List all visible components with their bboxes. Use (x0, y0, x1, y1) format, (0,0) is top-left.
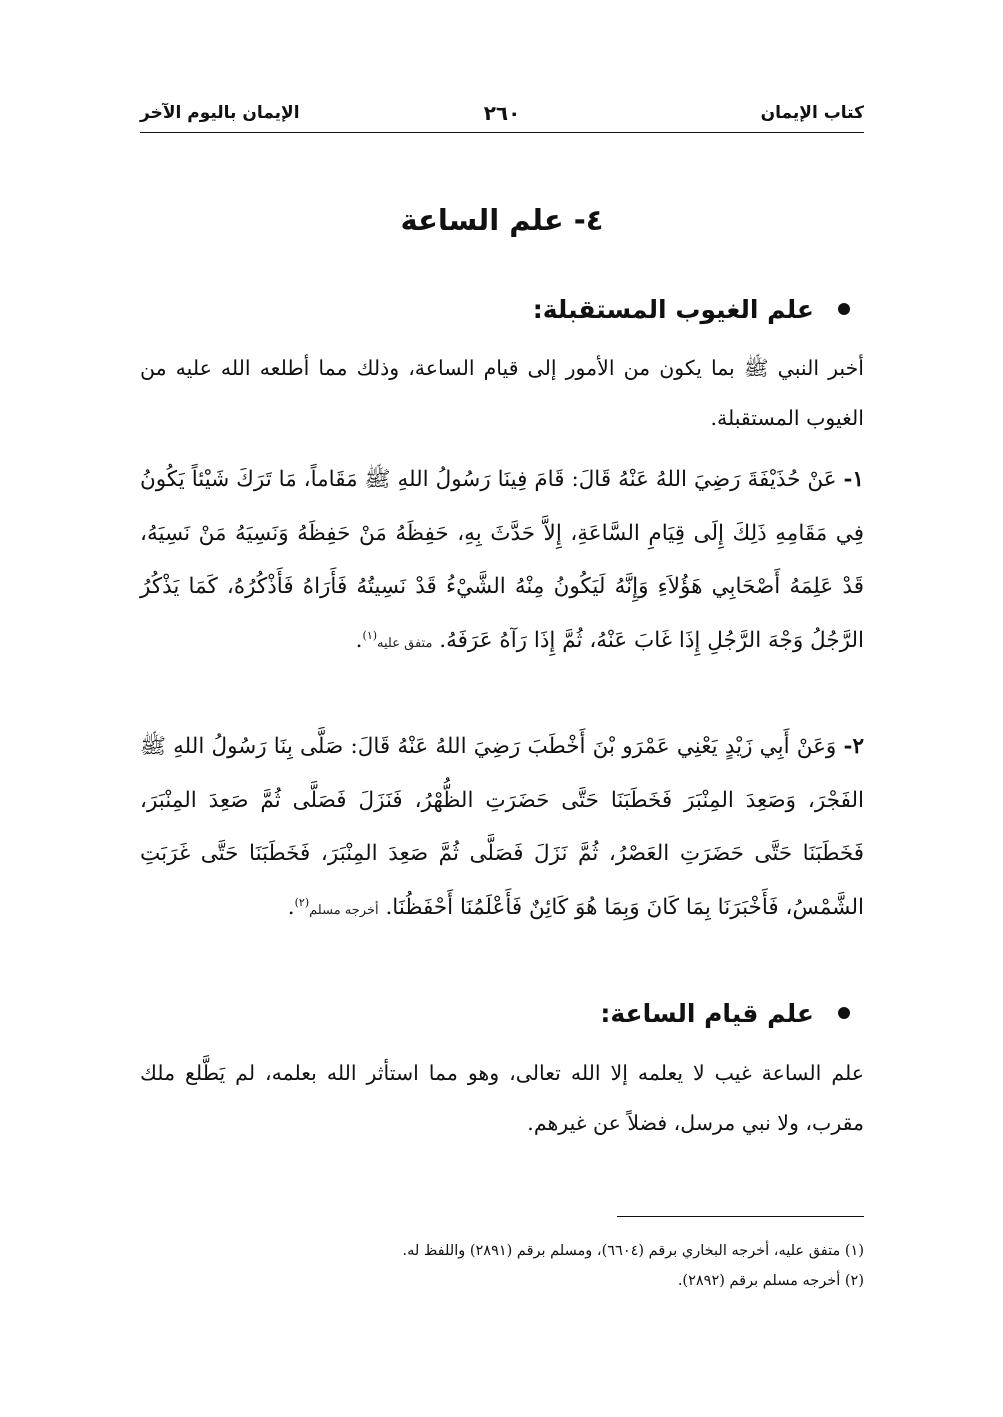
paragraph-future-unseen: أخبر النبي ﷺ بما يكون من الأمور إلى قيام الساعة، وذلك مما أطلعه الله عليه من الغيوب المستقبلة. (140, 356, 864, 430)
subheading-hour-knowledge (140, 994, 864, 1034)
bullet-icon (838, 303, 850, 315)
footnote-2: (٢) أخرجه مسلم برقم (٢٨٩٢). (677, 1273, 864, 1289)
bullet-icon (838, 1007, 850, 1019)
footnote-divider (617, 1216, 864, 1217)
section-title: ٤- علم الساعة (400, 203, 604, 237)
hadith-source: متفق عليه (377, 635, 433, 651)
hadith-text: عَنْ حُذَيْفَةَ رَضِيَ اللهُ عَنْهُ قَالَ: قَامَ فِينَا رَسُولُ اللهِ ﷺ مَقَاماً، مَا تَرَكَ شَيْئاً يَكُونُ فِي مَقَامِهِ ذَلِكَ إِلَى قِيَامِ السَّاعَةِ، إِلاَّ حَدَّثَ بِهِ، حَفِظَهُ مَنْ حَفِظَهُ وَنَسِيَهُ مَنْ نَسِيَهُ، قَدْ عَلِمَهُ أَصْحَابِي هَؤُلاَءِ وَإِنَّهُ لَيَكُونُ مِنْهُ الشَّيْءُ قَدْ نَسِيتُهُ فَأَرَاهُ فَأَذْكُرُهُ، كَمَا يَذْكُرُ الرَّجُلُ وَجْهَ الرَّجُلِ إِذَا غَابَ عَنْهُ، ثُمَّ إِذَا رَآهُ عَرَفَهُ. (140, 467, 864, 653)
page-number: ٢٦٠ (483, 101, 521, 125)
subheading-text: علم قيام الساعة: (600, 999, 814, 1028)
hadith-number: ١- (843, 467, 864, 492)
hadith-source: أخرجه مسلم (309, 902, 379, 918)
header-book-title: كتاب الإيمان (760, 103, 864, 123)
footnotes (140, 1236, 864, 1296)
hadith-number: ٢- (843, 734, 864, 759)
footnote-ref: (٢) (294, 895, 310, 909)
header-chapter-title: الإيمان باليوم الآخر (140, 103, 300, 123)
footnote-ref: (١) (362, 628, 378, 642)
subheading-future-unseen (140, 290, 864, 330)
paragraph-hour-knowledge: علم الساعة غيب لا يعلمه إلا الله تعالى، وهو مما استأثر الله بعلمه، لم يَطَّلع ملك مقرب، ولا نبي مرسل، فضلاً عن غيرهم. (140, 1061, 864, 1135)
subheading-text: علم الغيوب المستقبلة: (532, 295, 814, 324)
hadith-1: ١- عَنْ حُذَيْفَةَ رَضِيَ اللهُ عَنْهُ قَالَ: قَامَ فِينَا رَسُولُ اللهِ ﷺ مَقَاماً، مَا تَرَكَ شَيْئاً يَكُونُ فِي مَقَامِهِ ذَلِكَ إِلَى قِيَامِ السَّاعَةِ، إِلاَّ حَدَّثَ بِهِ، حَفِظَهُ مَنْ حَفِظَهُ وَنَسِيَهُ مَنْ نَسِيَهُ، قَدْ عَلِمَهُ أَصْحَابِي هَؤُلاَءِ وَإِنَّهُ لَيَكُونُ مِنْهُ الشَّيْءُ قَدْ نَسِيتُهُ فَأَرَاهُ فَأَذْكُرُهُ، كَمَا يَذْكُرُ الرَّجُلُ وَجْهَ الرَّجُلِ إِذَا غَابَ عَنْهُ، ثُمَّ إِذَا رَآهُ عَرَفَهُ. متفق عليه$^{(١)}$. (140, 467, 864, 653)
hadith-text: وَعَنْ أَبِي زَيْدٍ يَعْنِي عَمْرَو بْنَ أَخْطَبَ رَضِيَ اللهُ عَنْهُ قَالَ: صَلَّى بِنَا رَسُولُ اللهِ ﷺ الفَجْرَ، وَصَعِدَ المِنْبَرَ فَخَطَبَنَا حَتَّى حَضَرَتِ الظُّهْرُ، فَنَزَلَ فَصَلَّى ثُمَّ صَعِدَ المِنْبَرَ، فَخَطَبَنَا حَتَّى حَضَرَتِ العَصْرُ، ثُمَّ نَزَلَ فَصَلَّى ثُمَّ صَعِدَ المِنْبَرَ، فَخَطَبَنَا حَتَّى غَرَبَتِ الشَّمْسُ، فَأَخْبَرَنَا بِمَا كَانَ وَبِمَا هُوَ كَائِنٌ فَأَعْلَمُنَا أَحْفَظُنَا. (140, 734, 864, 920)
footnote-1: (١) متفق عليه، أخرجه البخاري برقم (٦٦٠٤)، ومسلم برقم (٢٨٩١) واللفظ له. (402, 1243, 864, 1259)
running-header (140, 96, 864, 133)
hadith-2: ٢- وَعَنْ أَبِي زَيْدٍ يَعْنِي عَمْرَو بْنَ أَخْطَبَ رَضِيَ اللهُ عَنْهُ قَالَ: صَلَّى بِنَا رَسُولُ اللهِ ﷺ الفَجْرَ، وَصَعِدَ المِنْبَرَ فَخَطَبَنَا حَتَّى حَضَرَتِ الظُّهْرُ، فَنَزَلَ فَصَلَّى ثُمَّ صَعِدَ المِنْبَرَ، فَخَطَبَنَا حَتَّى حَضَرَتِ العَصْرُ، ثُمَّ نَزَلَ فَصَلَّى ثُمَّ صَعِدَ المِنْبَرَ، فَخَطَبَنَا حَتَّى غَرَبَتِ الشَّمْسُ، فَأَخْبَرَنَا بِمَا كَانَ وَبِمَا هُوَ كَائِنٌ فَأَعْلَمُنَا أَحْفَظُنَا. أخرجه مسلم$^{(٢)}$. (140, 734, 864, 920)
